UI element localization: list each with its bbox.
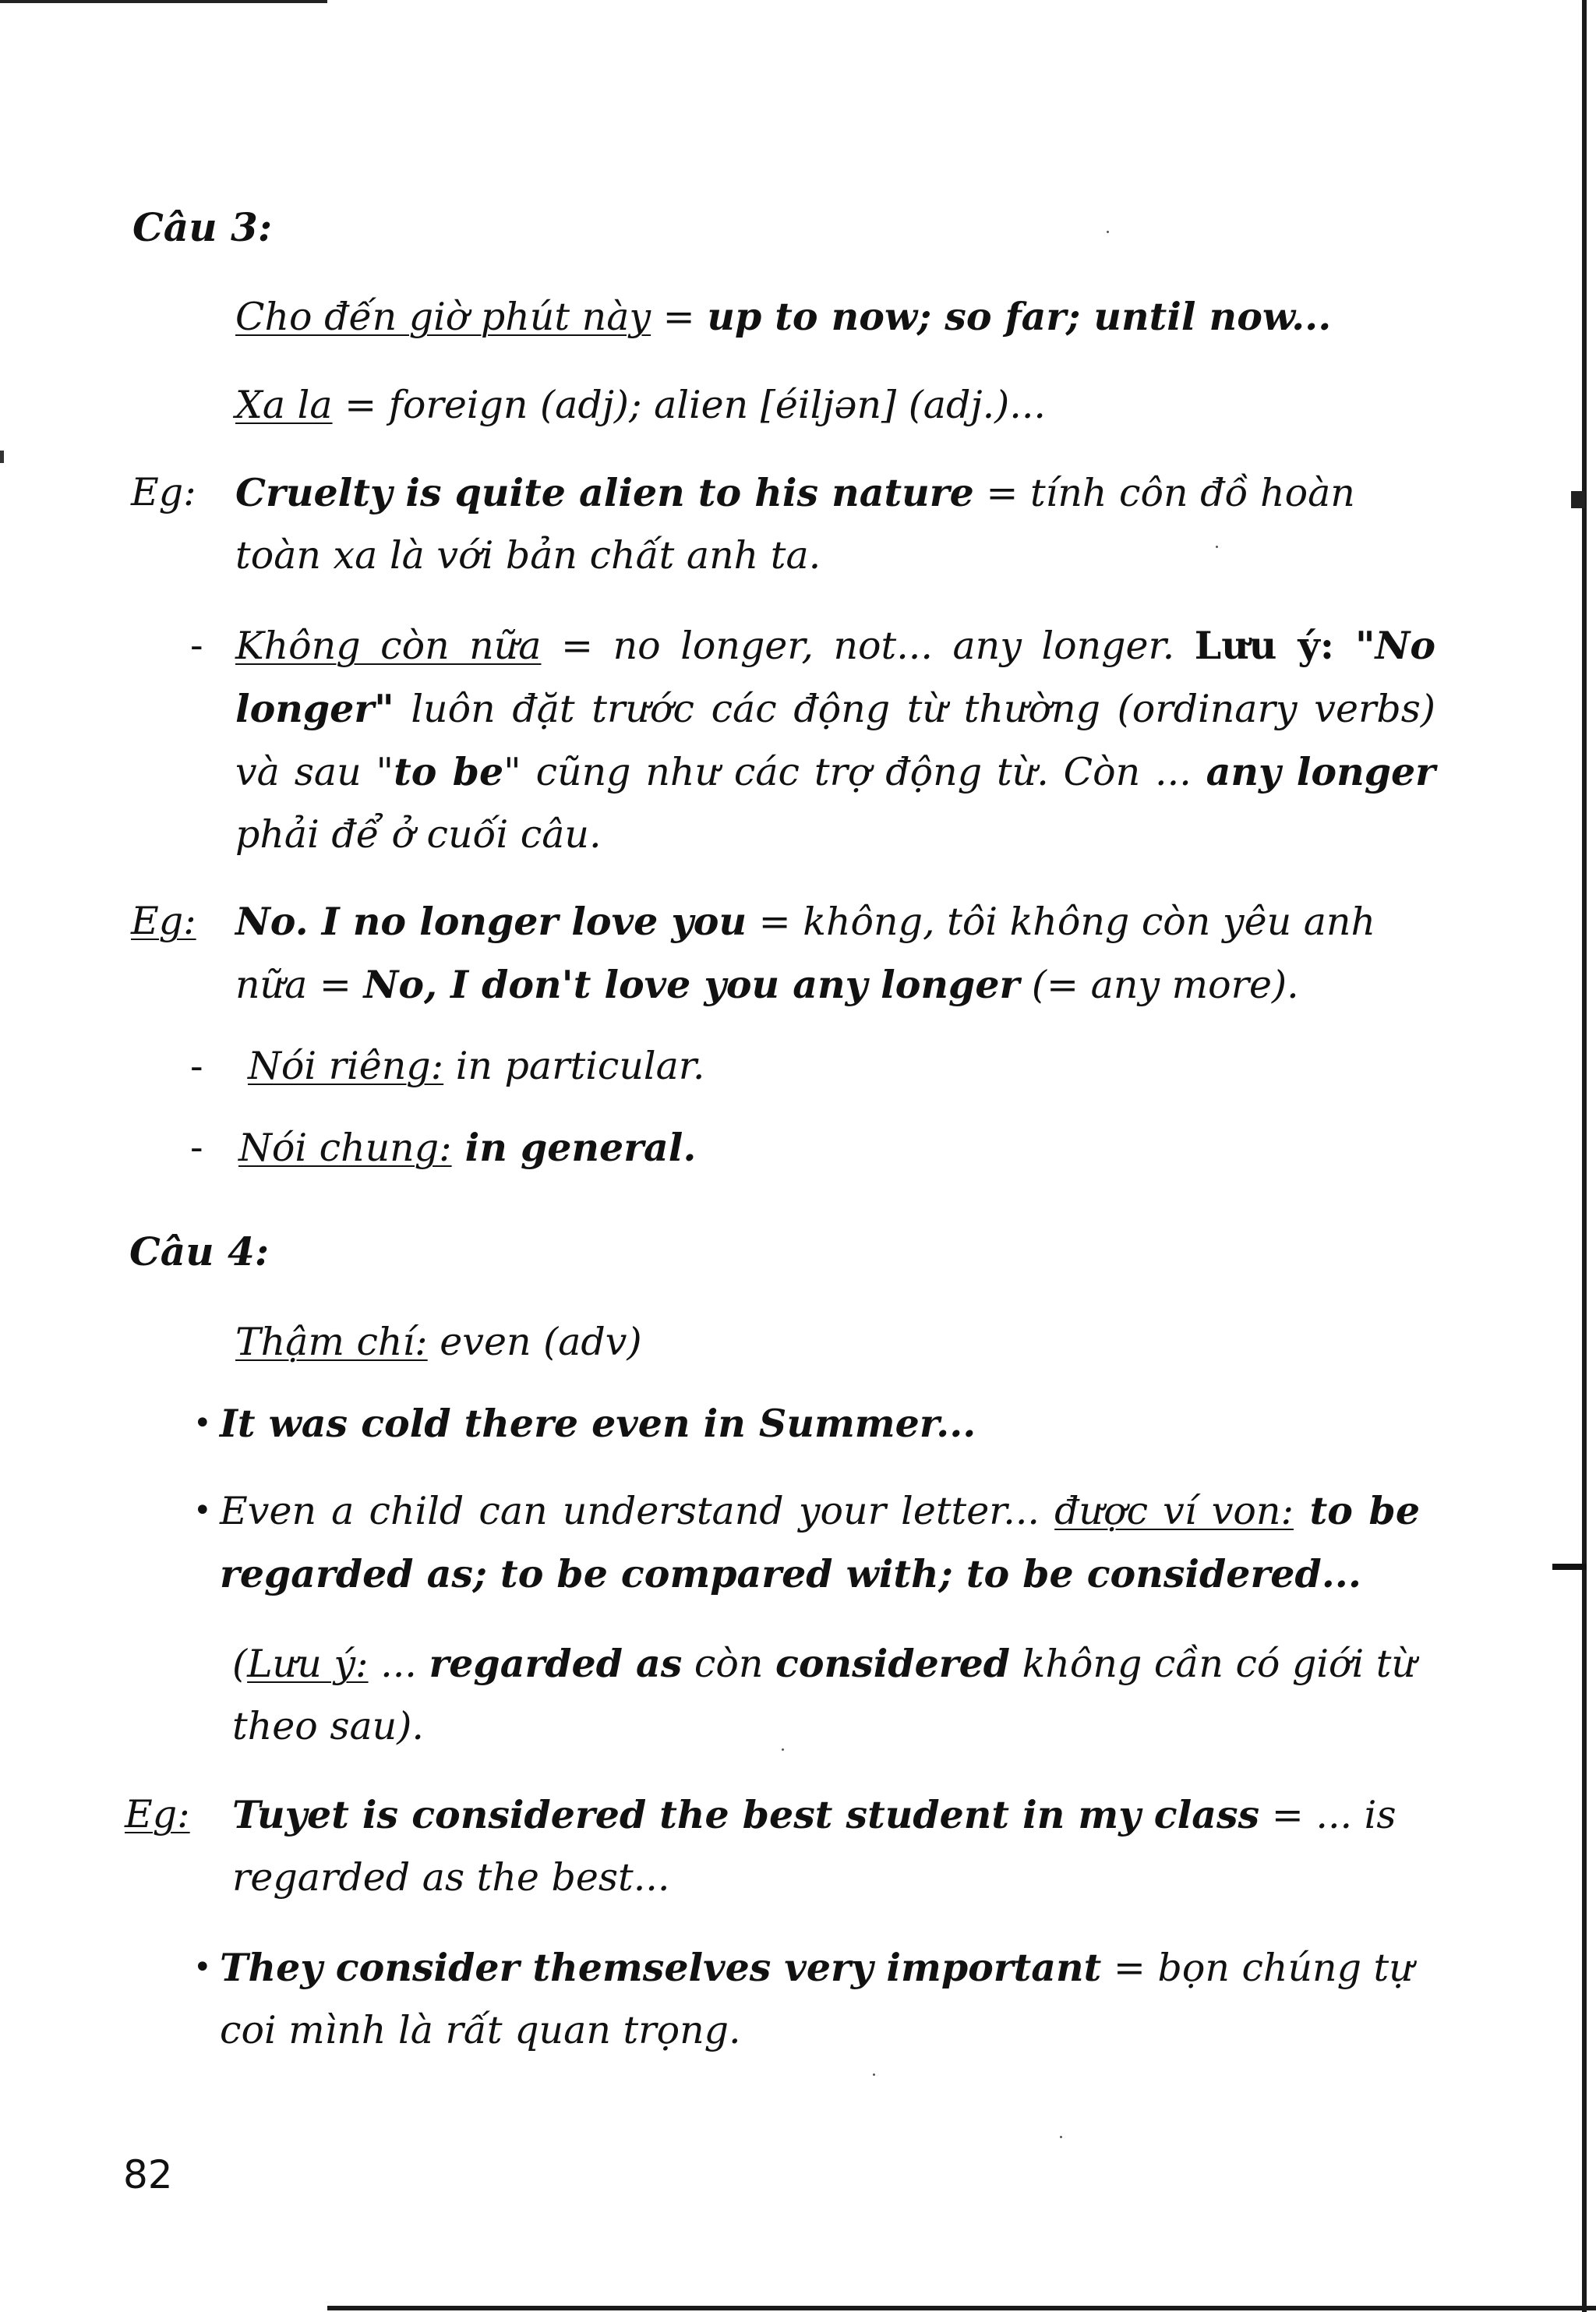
vocab-term: Xa la — [235, 383, 333, 427]
example-english: Cruelty is quite alien to his nature — [235, 470, 974, 515]
scan-mark — [1571, 491, 1585, 508]
paragraph-text: = ... is regarded as the best... — [232, 1793, 1396, 1900]
scan-speck — [1060, 2136, 1062, 2138]
paragraph-text: = no longer, not... any longer. — [541, 624, 1195, 668]
paragraph-text: không cần có giới từ theo sau). — [232, 1642, 1417, 1748]
bullet-marker: • — [193, 1405, 212, 1441]
emphasis-text: any longer — [1206, 749, 1435, 794]
example-vietnamese: tính côn đồ hoàn toàn xa là với bản chất anh ta. — [235, 471, 1355, 578]
paragraph-text: ( — [232, 1642, 248, 1686]
paragraph-text: còn — [682, 1642, 776, 1686]
equals-sign: = — [651, 295, 708, 339]
vocab-term: Nói riêng: — [248, 1044, 444, 1088]
vocab-definition: foreign (adj); alien [éiljən] (adj.)... — [388, 383, 1046, 427]
vocab-term: Không còn nữa — [235, 624, 542, 668]
dash-marker: - — [190, 1044, 203, 1088]
example-vietnamese: = bọn chúng tự coi mình là rất quan trọng. — [220, 1946, 1414, 2052]
emphasis-text: to be — [394, 749, 504, 794]
example-english: No. I no longer love you — [235, 899, 747, 944]
example-english: Tuyet is considered the best student in my class — [232, 1792, 1260, 1837]
dash-marker: - — [190, 623, 203, 667]
vocab-definition: even (adv) — [427, 1320, 642, 1364]
vocab-term: được ví von: — [1054, 1489, 1294, 1533]
scan-border-top — [0, 0, 327, 3]
dash-marker: - — [190, 1125, 203, 1169]
paragraph-text: ... — [368, 1642, 429, 1686]
scan-border-right — [1582, 0, 1587, 2312]
section-heading: Câu 3: — [132, 204, 273, 250]
vocab-definition: up to now; so far; until now... — [707, 294, 1332, 339]
equals-sign: = — [332, 383, 389, 427]
example-label: Eg: — [131, 899, 196, 943]
emphasis-text: regarded as — [429, 1641, 683, 1686]
example-english: They consider themselves very important — [220, 1945, 1102, 1990]
scan-border-bottom — [327, 2306, 1596, 2310]
vocab-definition: in particular. — [443, 1044, 705, 1088]
paragraph-text: (= any more). — [1019, 963, 1299, 1007]
vocab-term: Cho đến giờ phút này — [235, 295, 651, 339]
emphasis-text: considered — [775, 1641, 1011, 1686]
page-number: 82 — [123, 2152, 173, 2197]
scan-speck — [1107, 231, 1109, 233]
vocab-line — [238, 1116, 1407, 1179]
vocab-term: Nói chung: — [238, 1126, 452, 1170]
example-label: Eg: — [125, 1792, 190, 1837]
bullet-marker: • — [193, 1950, 212, 1985]
bullet-marker: • — [193, 1493, 212, 1529]
example-text — [232, 1783, 1448, 1909]
paragraph-text: phải để ở cuối câu. — [235, 812, 602, 857]
scan-mark — [1552, 1564, 1587, 1570]
vocab-line — [235, 374, 1451, 437]
paragraph-text: Even a child can understand your letter... — [220, 1489, 1055, 1533]
example-text — [235, 890, 1451, 1016]
scan-mark — [0, 451, 4, 463]
note-label: Lưu ý: — [247, 1642, 369, 1686]
paragraph-text: " cũng như các trợ động từ. Còn ... — [503, 750, 1206, 794]
bullet-paragraph — [220, 1479, 1420, 1606]
vocab-line — [248, 1035, 1417, 1098]
bullet-paragraph — [220, 1936, 1435, 2062]
paragraph-text: luôn đặt trước các động từ thường (ordinary verbs) và sau " — [235, 687, 1435, 794]
vocab-note-paragraph — [235, 614, 1435, 866]
section-heading: Câu 4: — [129, 1228, 270, 1274]
note-paragraph — [232, 1632, 1432, 1758]
emphasis-text: "No longer" — [235, 623, 1436, 731]
example-vietnamese: = không, tôi không còn yêu anh nữa = — [235, 900, 1376, 1007]
bullet-text: It was cold there even in Summer... — [220, 1401, 976, 1446]
emphasis-text: to be regarded as; to be compared with; to be considered... — [220, 1488, 1420, 1596]
vocab-definition: in general. — [451, 1125, 697, 1170]
vocab-line — [235, 1311, 1451, 1373]
vocab-term: Thậm chí: — [235, 1320, 428, 1364]
example-text — [235, 461, 1451, 587]
equals-sign: = — [973, 471, 1030, 515]
note-label: Lưu ý: — [1194, 623, 1334, 668]
scan-speck — [873, 2073, 875, 2076]
vocab-line — [235, 285, 1451, 348]
example-label: Eg: — [131, 470, 196, 514]
example-english: No, I don't love you any longer — [363, 962, 1020, 1007]
